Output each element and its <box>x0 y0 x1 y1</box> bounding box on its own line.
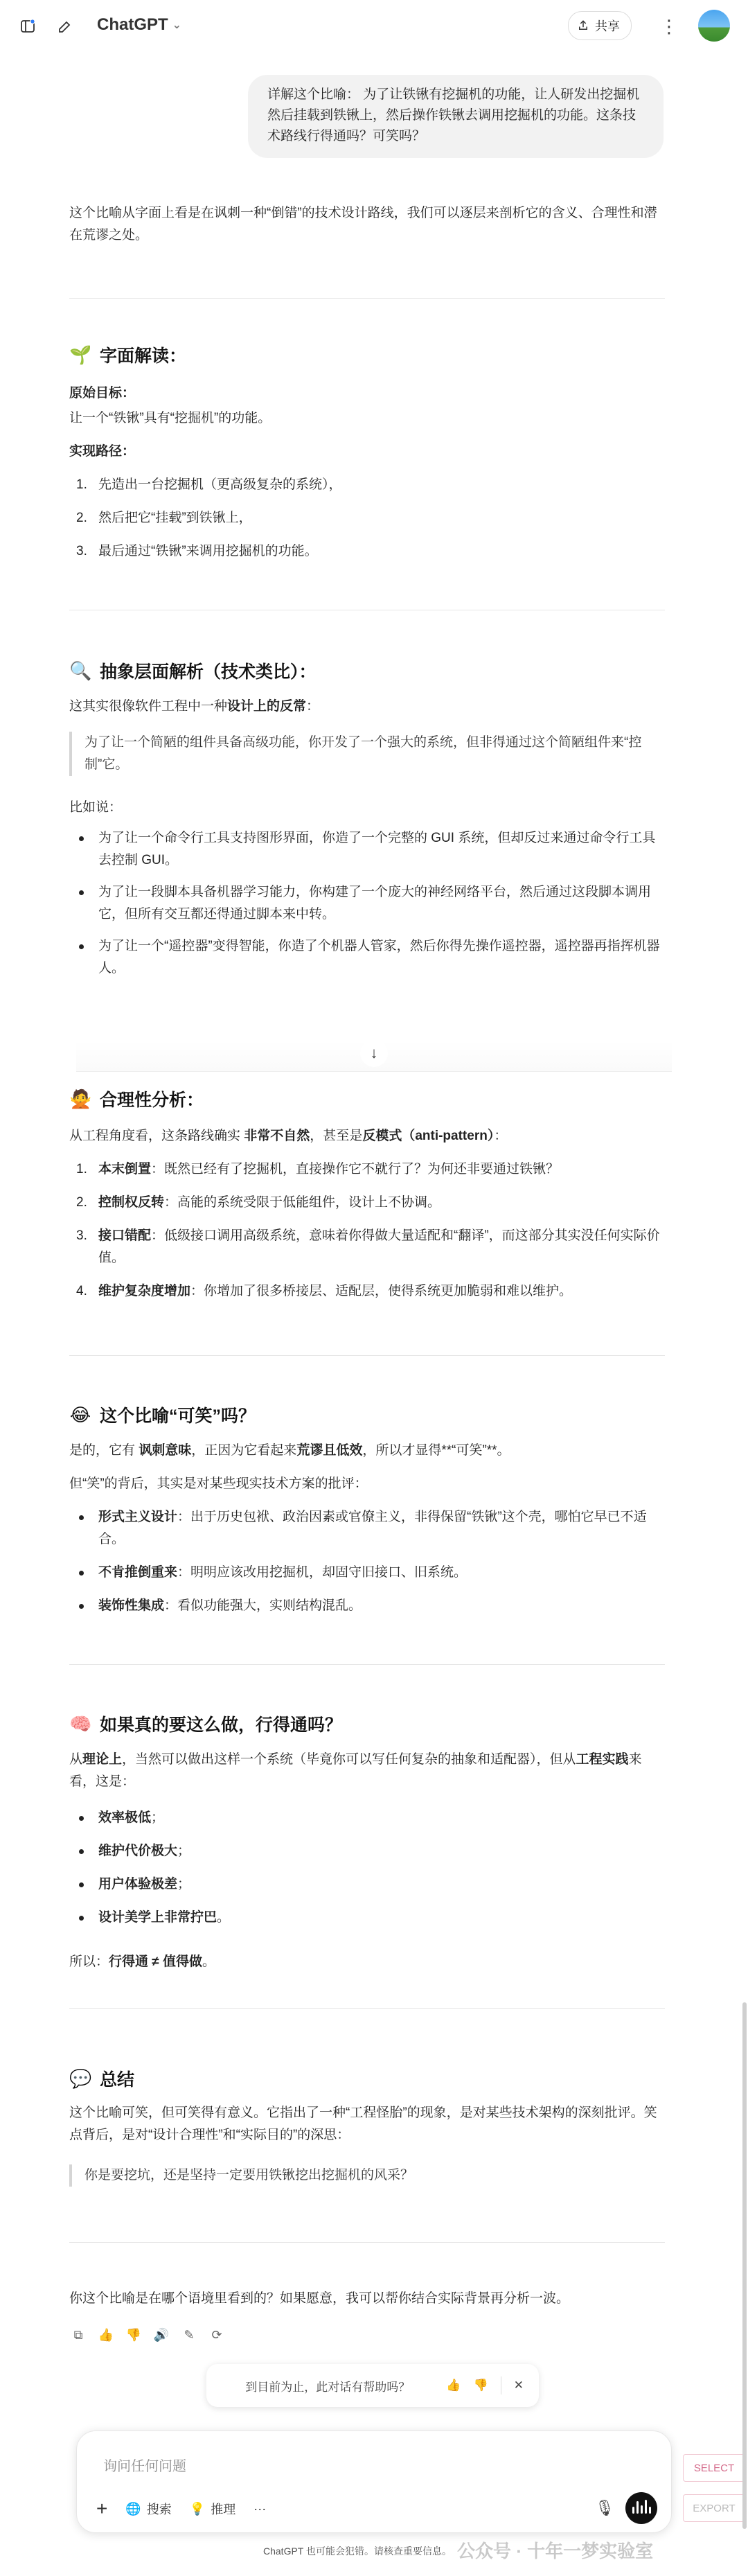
critique-list <box>69 1506 665 1617</box>
list-item: 为了让一个“遥控器”变得智能，你造了个机器人管家，然后你得先操作遥控器，遥控器再指挥机器人。 <box>69 935 665 980</box>
divider <box>69 1355 665 1356</box>
new-chat-button[interactable] <box>51 12 79 40</box>
top-bar <box>0 0 748 53</box>
path-label-line: 实现路径： <box>69 444 136 459</box>
list-item: 用户体验极差； <box>69 1873 665 1896</box>
blockquote: 你是要挖坑，还是坚持一定要用铁锹挖出挖掘机的风采？ <box>69 2164 665 2187</box>
voice-mode-button[interactable] <box>625 2492 657 2524</box>
person-gesturing-no-icon: 🙅 <box>69 1088 92 1109</box>
feedback-prompt <box>206 2364 539 2407</box>
waveform-icon <box>631 2500 652 2517</box>
list-item: 效率极低； <box>69 1807 665 1829</box>
list-item: 3. 最后通过“铁锹”来调用挖掘机的功能。 <box>76 544 318 558</box>
examples-lead: 比如说： <box>69 800 123 815</box>
laughing-face-icon: 😂 <box>69 1404 91 1425</box>
composer <box>76 2431 672 2533</box>
speech-bubble-icon: 💬 <box>69 2067 92 2089</box>
goal-label: 原始目标 <box>69 386 123 400</box>
section-lead: 这其实很像软件工程中一种设计上的反常： <box>69 699 320 714</box>
magnifier-icon: 🔍 <box>69 660 92 681</box>
rationality-list <box>69 1158 665 1303</box>
feedback-text: 到目前为止，此对话有帮助吗？ <box>245 2380 411 2394</box>
export-button[interactable]: EXPORT <box>683 2494 745 2522</box>
speaker-icon[interactable]: 🔊 <box>153 2327 170 2342</box>
goal-label-line: 原始目标： <box>69 386 136 400</box>
section-sub: 但“笑”的背后，其实是对某些现实技术方案的批评： <box>69 1476 368 1491</box>
section-heading-summary <box>69 2066 134 2091</box>
divider <box>69 298 665 299</box>
sidebar-toggle-button[interactable] <box>14 12 42 40</box>
search-button[interactable]: 🌐 搜索 <box>125 2501 172 2516</box>
brand-title: ChatGPT <box>97 15 168 34</box>
regenerate-icon[interactable]: ⟳ <box>211 2327 222 2342</box>
section-lead: 从工程角度看，这条路线确实 非常不自然，甚至是反模式（anti-pattern）： <box>69 1129 508 1143</box>
message-actions <box>69 2326 226 2344</box>
steps-list <box>69 474 665 563</box>
reason-button[interactable]: 💡 推理 <box>189 2501 236 2516</box>
section-title: 总结 <box>100 2070 135 2090</box>
thumbs-down-icon[interactable]: 👎 <box>473 2379 488 2392</box>
section-title: 如果真的要这么做，行得通吗？ <box>100 1715 343 1735</box>
add-attachment-icon[interactable]: + <box>96 2498 108 2519</box>
path-label: 实现路径 <box>69 444 123 459</box>
edit-icon <box>57 18 73 35</box>
list-item: 1. 本末倒置：既然已经有了挖掘机，直接操作它不就行了？为何还非要通过铁锹？ <box>76 1162 560 1176</box>
section-title: 字面解读： <box>100 346 187 366</box>
list-item: 为了让一段脚本具备机器学习能力，你构建了一个庞大的神经网络平台，然后通过这段脚本调用它，但所有交互都还得通过脚本来中转。 <box>69 881 665 926</box>
brain-icon: 🧠 <box>69 1713 92 1734</box>
model-selector[interactable] <box>97 15 181 35</box>
list-item: 2. 然后把它“挂载”到铁锹上， <box>76 511 252 525</box>
microphone-icon[interactable]: 🎙 <box>595 2499 614 2516</box>
message-input[interactable]: 询问任何问题 <box>103 2459 186 2474</box>
list-item: 4. 维护复杂度增加：你增加了很多桥接层、适配层，使得系统更加脆弱和难以维护。 <box>76 1284 573 1298</box>
section-title: 抽象层面解析（技术类比）： <box>100 662 317 682</box>
sidebar-icon <box>19 18 36 35</box>
section-heading-abstract <box>69 658 317 683</box>
list-item: 2. 控制权反转：高能的系统受限于低能组件，设计上不协调。 <box>76 1195 441 1210</box>
seedling-icon: 🌱 <box>69 344 92 365</box>
more-options-icon[interactable]: ⋮ <box>660 15 678 37</box>
examples-list <box>69 827 665 980</box>
share-label: 共享 <box>595 19 620 33</box>
composer-tools <box>96 2498 266 2520</box>
divider <box>69 2242 665 2243</box>
chevron-down-icon: ⌄ <box>172 19 182 31</box>
intro-paragraph: 这个比喻从字面上看是在讽刺一种“倒错”的技术设计路线，我们可以逐层来剖析它的含义、合理性和潜在荒谬之处。 <box>69 206 657 242</box>
section-title: 合理性分析： <box>100 1091 204 1110</box>
list-item: 设计美学上非常拧巴。 <box>69 1907 665 1929</box>
cost-list <box>69 1807 665 1929</box>
list-item: 1. 先造出一台挖掘机（更高级复杂的系统）， <box>76 477 342 492</box>
list-item: 装饰性集成：看似功能强大，实则结构混乱。 <box>69 1595 665 1617</box>
list-item: 不肯推倒重来：明明应该改用挖掘机，却固守旧接口、旧系统。 <box>69 1562 665 1584</box>
share-icon <box>577 19 589 32</box>
list-item: 3. 接口错配：低级接口调用高级系统，意味着你得做大量适配和“翻译”，而这部分其实没任何实际价值。 <box>76 1228 660 1265</box>
closing-text: 你这个比喻是在哪个语境里看到的？如果愿意，我可以帮你结合实际背景再分析一波。 <box>69 2291 570 2306</box>
user-message: 详解这个比喻： 为了让铁锹有挖掘机的功能，让人研发出挖掘机然后挂载到铁锹上，然后操作铁锹去调用挖掘机的功能。这条技术路线行得通吗？可笑吗？ <box>248 75 664 158</box>
disclaimer: ChatGPT 也可能会犯错。请核查重要信息。 <box>263 2546 452 2557</box>
watermark: 公众号 · 十年一梦实验室 <box>457 2541 654 2561</box>
goal-text: 让一个“铁锹”具有“挖掘机”的功能。 <box>69 411 271 425</box>
section-heading-feasibility <box>69 1711 342 1736</box>
section-heading-funny <box>69 1402 256 1427</box>
section-heading-rationality <box>69 1086 204 1111</box>
section-title: 这个比喻“可笑”吗？ <box>100 1406 256 1426</box>
thumbs-up-icon[interactable]: 👍 <box>446 2379 461 2392</box>
scrollbar[interactable] <box>742 2002 747 2529</box>
blockquote: 为了让一个简陋的组件具备高级功能，你开发了一个强大的系统，但非得通过这个简陋组件来“控制”它。 <box>69 732 665 776</box>
copy-icon[interactable]: ⧉ <box>73 2327 83 2342</box>
thumbs-up-icon[interactable]: 👍 <box>98 2327 114 2342</box>
more-tools-button[interactable]: ··· <box>253 2501 267 2516</box>
section-lead: 是的，它有 讽刺意味，正因为它看起来荒谬且低效，所以才显得**“可笑”**。 <box>69 1443 510 1458</box>
list-item: 形式主义设计：出于历史包袱、政治因素或官僚主义，非得保留“铁锹”这个壳，哪怕它早已不适合。 <box>69 1506 665 1551</box>
section-conclusion: 所以：行得通 ≠ 值得做。 <box>69 1955 216 1969</box>
list-item: 维护代价极大； <box>69 1840 665 1862</box>
divider <box>69 1664 665 1665</box>
scroll-down-icon[interactable]: ↓ <box>360 1039 388 1067</box>
section-heading-literal <box>69 342 186 367</box>
thumbs-down-icon[interactable]: 👎 <box>125 2327 142 2342</box>
globe-icon: 🌐 <box>125 2501 141 2516</box>
list-item: 为了让一个命令行工具支持图形界面，你造了一个完整的 GUI 系统，但却反过来通过命令行工具去控制 GUI。 <box>69 827 665 872</box>
lightbulb-icon: 💡 <box>189 2501 206 2516</box>
avatar[interactable] <box>698 10 730 42</box>
close-icon[interactable]: ✕ <box>513 2379 524 2392</box>
divider <box>69 2008 665 2009</box>
edit-icon[interactable]: ✎ <box>184 2327 195 2342</box>
section-lead: 从理论上，当然可以做出这样一个系统（毕竟你可以写任何复杂的抽象和适配器），但从工程实践来看，这是： <box>69 1752 642 1789</box>
share-button[interactable] <box>568 11 632 40</box>
summary-text: 这个比喻可笑，但可笑得有意义。它指出了一种“工程怪胎”的现象，是对某些技术架构的深刻批评。笑点背后，是对“设计合理性”和“实际目的”的深思： <box>69 2106 657 2142</box>
select-button[interactable]: SELECT <box>683 2454 745 2482</box>
